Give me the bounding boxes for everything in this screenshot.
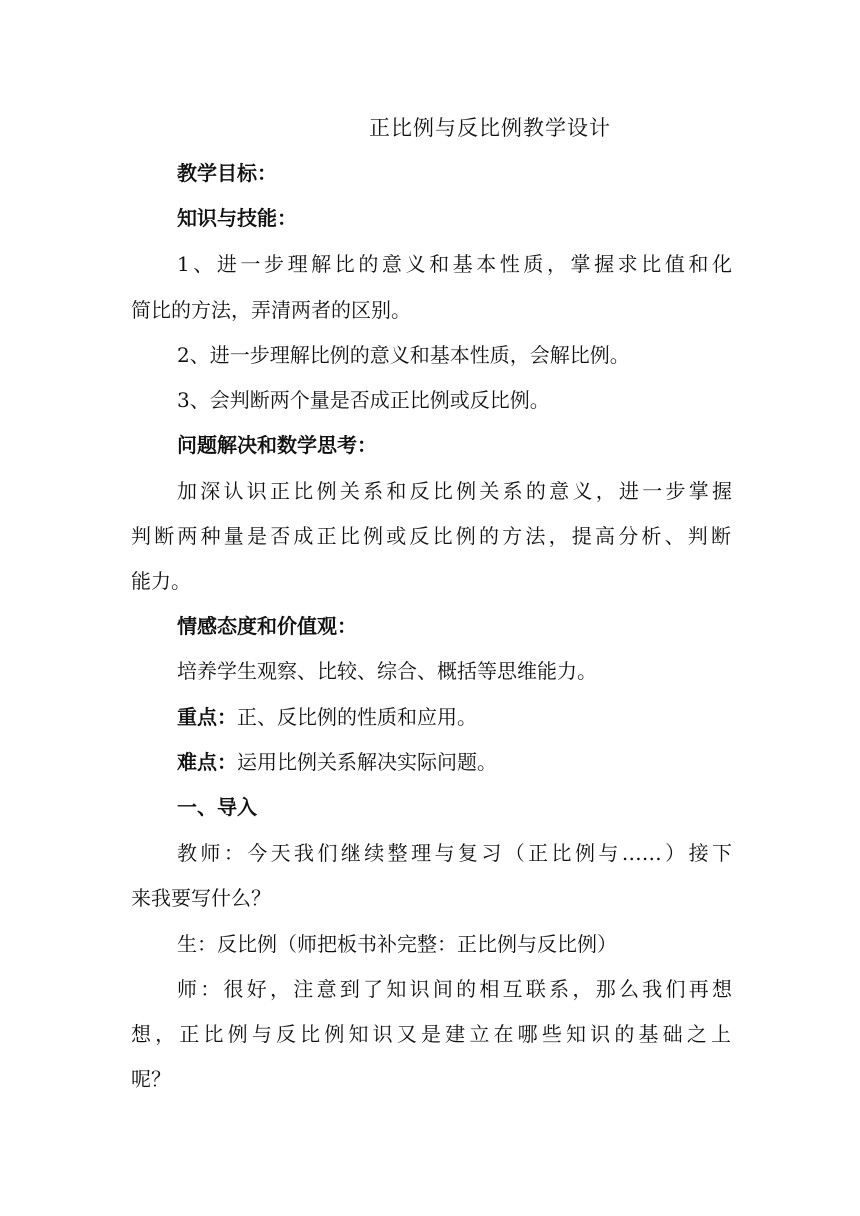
document-title: 正比例与反比例教学设计 [369, 116, 611, 140]
teacher2-line1: 师：很好，注意到了知识间的相互联系，那么我们再想 [177, 977, 732, 1001]
difficulty-point [177, 746, 732, 778]
knowledge-heading: 知识与技能： [177, 206, 297, 230]
intro-heading: 一、导入 [177, 795, 257, 819]
key-point [177, 701, 732, 733]
problem-line1: 加深认识正比例关系和反比例关系的意义，进一步掌握 [177, 479, 732, 503]
key-label: 重点： [177, 705, 237, 729]
problem-line3: 能力。 [131, 569, 191, 593]
teacher2-line3: 呢？ [131, 1067, 171, 1091]
item2: 2、进一步理解比例的意义和基本性质，会解比例。 [177, 343, 630, 367]
emotion-text: 培养学生观察、比较、综合、概括等思维能力。 [177, 659, 597, 683]
item1-line2: 简比的方法，弄清两者的区别。 [131, 298, 411, 322]
emotion-heading: 情感态度和价值观： [177, 614, 357, 638]
key-text: 正、反比例的性质和应用。 [237, 705, 477, 729]
problem-heading: 问题解决和数学思考： [177, 433, 377, 457]
item1-line1: 1、进一步理解比的意义和基本性质，掌握求比值和化 [177, 252, 732, 276]
teacher1-line1: 教师：今天我们继续整理与复习（正比例与……）接下 [177, 841, 732, 865]
problem-line2: 判断两种量是否成正比例或反比例的方法，提高分析、判断 [131, 524, 731, 548]
item3: 3、会判断两个量是否成正比例或反比例。 [177, 388, 550, 412]
student1: 生：反比例（师把板书补完整：正比例与反比例） [177, 932, 617, 956]
difficulty-label: 难点： [177, 750, 237, 774]
objectives-heading: 教学目标： [177, 161, 277, 185]
teacher2-line2: 想，正比例与反比例知识又是建立在哪些知识的基础之上 [131, 1022, 731, 1046]
difficulty-text: 运用比例关系解决实际问题。 [237, 750, 497, 774]
teacher1-line2: 来我要写什么？ [131, 886, 271, 910]
